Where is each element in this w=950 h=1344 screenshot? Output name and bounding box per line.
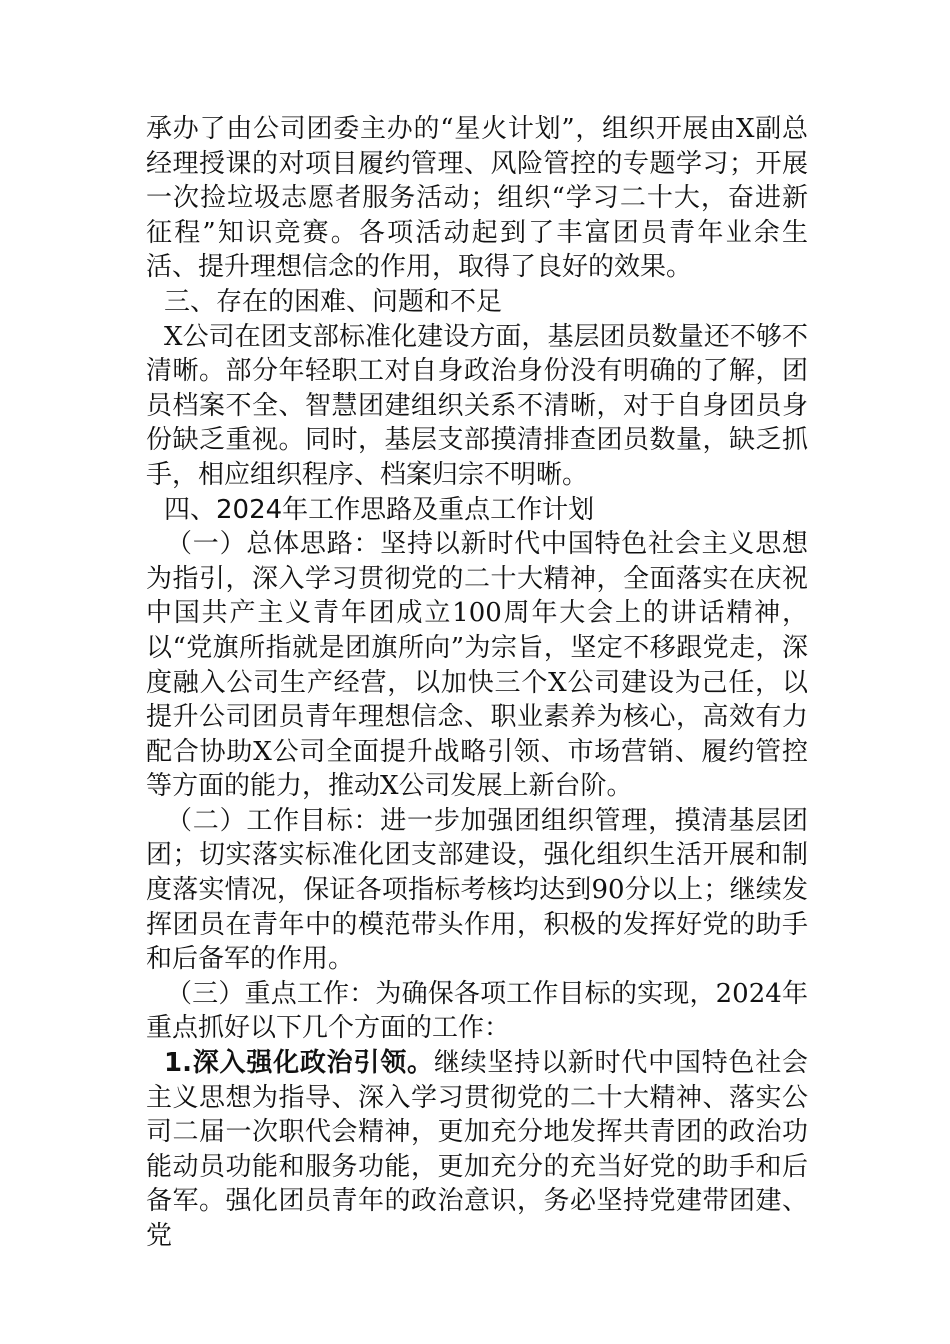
- text-key-work: 为确保各项工作目标的实现，2024年重点抓好以下几个方面的工作：: [146, 978, 808, 1044]
- section-heading-3: 三、存在的困难、问题和不足: [164, 286, 503, 317]
- paragraph-work-goals: [146, 804, 808, 977]
- subheading-key-work: （三）重点工作：: [166, 978, 376, 1009]
- text-overall-thinking: 坚持以新时代中国特色社会主义思想为指引，深入学习贯彻党的二十大精神，全面落实在庆祝中国共产主义青年团成立100周年大会上的讲话精神，以“党旗所指就是团旗所向”为宗旨，坚定不移跟党走，深度融入公司生产经营，以加快三个X公司建设为己任，以提升公司团员青年理想信念、职业素养为核心，高效有力配合协助X公司全面提升战略引领、市场营销、履约管控等方面的能力，推动X公司发展上新台阶。: [146, 529, 808, 802]
- paragraph-political-guidance: [146, 1046, 808, 1254]
- document-body: [146, 112, 808, 1254]
- paragraph-key-work: [146, 977, 808, 1046]
- subheading-work-goals: （二）工作目标：: [166, 805, 381, 836]
- text-work-goals: 进一步加强团组织管理，摸清基层团团；切实落实标准化团支部建设，强化组织生活开展和制度落实情况，保证各项指标考核均达到90分以上；继续发挥团员在青年中的模范带头作用，积极的发挥好党的助手和后备军的作用。: [146, 805, 808, 975]
- text-political-guidance: 继续坚持以新时代中国特色社会主义思想为指导、深入学习贯彻党的二十大精神、落实公司二届一次职代会精神，更加充分地发挥共青团的政治功能动员功能和服务功能，更加充分的充当好党的助手和后备军。强化团员青年的政治意识，务必坚持党建带团建、党: [146, 1048, 808, 1251]
- paragraph-activities: 承办了由公司团委主办的“星火计划”，组织开展由X副总经理授课的对项目履约管理、风险管控的专题学习；开展一次捡垃圾志愿者服务活动；组织“学习二十大，奋进新征程”知识竞赛。各项活动起到了丰富团员青年业余生活、提升理想信念的作用，取得了良好的效果。: [146, 114, 808, 283]
- subheading-overall-thinking: （一）总体思路：: [166, 529, 381, 560]
- point-heading-political-guidance: 1.深入强化政治引领。: [164, 1048, 434, 1079]
- paragraph-difficulties: X公司在团支部标准化建设方面，基层团员数量还不够不清晰。部分年轻职工对自身政治身份没有明确的了解，团员档案不全、智慧团建组织关系不清晰，对于自身团员身份缺乏重视。同时，基层支部摸清排查团员数量，缺乏抓手，相应组织程序、档案归宗不明晰。: [146, 321, 808, 490]
- paragraph-overall-thinking: [146, 527, 808, 804]
- section-heading-4: 四、2024年工作思路及重点工作计划: [164, 494, 595, 525]
